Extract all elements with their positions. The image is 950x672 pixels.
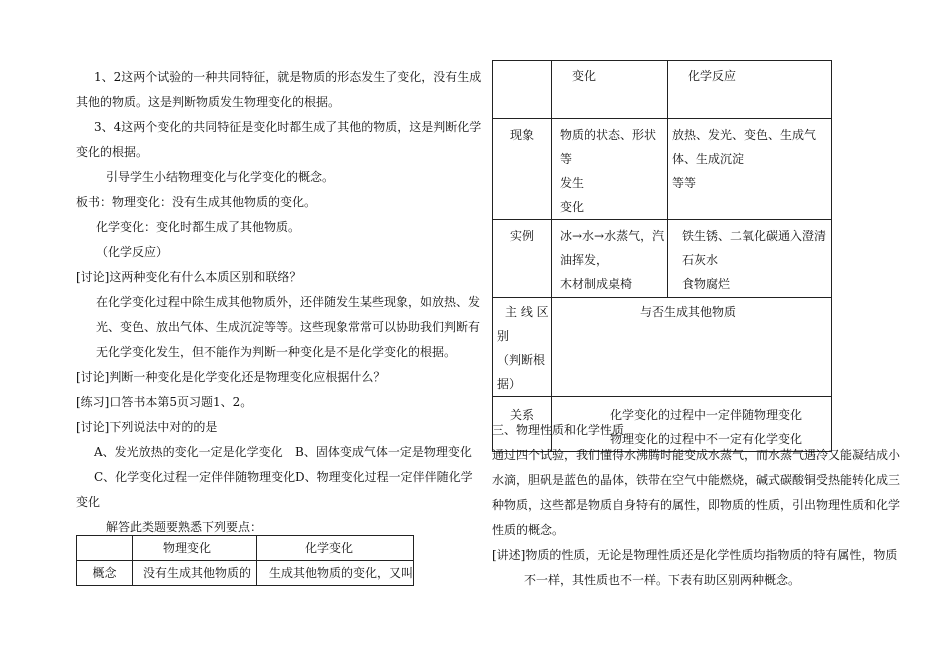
table-cell: 关系 [493,397,552,452]
text-line: （化学反应） [96,245,169,259]
table-cell: 与否生成其他物质 [552,298,832,397]
table-cell [77,536,133,561]
text-line: 变化的根据。 [76,145,149,159]
table-cell: 概念 [77,561,133,586]
text-line: 解答此类题要熟悉下列要点： [106,520,263,534]
table-cell: 放热、发光、变色、生成气 体、生成沉淀 等等 [668,119,832,220]
table-cell: 现象 [493,119,552,220]
text-line: 通过四个试验，我们懂得水沸腾时能变成水蒸气，而水蒸气遇冷又能凝结成小 [492,448,901,462]
text-line: [讨论]下列说法中对的的是 [76,420,218,434]
text-line: 板书：物理变化：没有生成其他物质的变化。 [76,195,317,209]
table-cell: 主 线 区 别 （判断根 据） [493,298,552,397]
option-d-cont: 变化 [76,495,101,509]
table-cell: 冰→水→水蒸气，汽 油挥发， 木材制成桌椅 [552,220,668,298]
text-line: 性质的概念。 [492,523,565,537]
option-c: C、化学变化过程一定伴伴随物理变化 [94,470,296,484]
text-line: 1、2这两个试验的一种共同特征，就是物质的形态发生了变化，没有生成 [94,70,482,84]
text-line: 3、4这两个变化的共同特征是变化时都生成了其他的物质，这是判断化学 [94,120,482,134]
option-d: D、物理变化过程一定伴伴随化学 [295,470,473,484]
table-cell: 生成其他物质的变化，又叫 [257,561,414,586]
text-line: 无化学变化发生，但不能作为判断一种变化是不是化学变化的根据。 [96,345,457,359]
left-table [76,535,414,586]
text-line: 在化学变化过程中除生成其他物质外，还伴随发生某些现象，如放热、发 [96,295,481,309]
text-line: [练习]口答书本第5页习题1、2。 [76,395,253,409]
option-a: A、发光放热的变化一定是化学变化 [94,445,283,459]
table-cell: 铁生锈、二氧化碳通入澄清 石灰水 食物腐烂 [668,220,832,298]
text-line: 种物质，这些都是物质自身特有的属性，即物质的性质，引出物理性质和化学 [492,498,901,512]
section-title: 三、物理性质和化学性质 [492,423,625,437]
text-line: [讨论]判断一种变化是化学变化还是物理变化应根据什么？ [76,370,386,384]
option-b: B、固体变成气体一定是物理变化 [295,445,472,459]
text-line: 其他的物质。这是判断物质发生物理变化的根据。 [76,95,341,109]
table-header: 物理变化 [133,536,257,561]
text-line: 引导学生小结物理变化与化学变化的概念。 [106,170,335,184]
table-cell [493,61,552,119]
text-line: [讨论]这两种变化有什么本质区别和联络？ [76,270,302,284]
table-header: 化学变化 [257,536,414,561]
text-line: 光、变色、放出气体、生成沉淀等等。这些现象常常可以协助我们判断有 [96,320,481,334]
table-cell: 变化 [552,61,668,119]
text-line: 水滴，胆矾是蓝色的晶体，铁带在空气中能燃烧，碱式碳酸铜受热能转化成三 [492,473,901,487]
table-cell: 化学反应 [668,61,832,119]
table-cell: 物质的状态、形状等 发生 变化 [552,119,668,220]
text-line: 不一样，其性质也不一样。下表有助区别两种概念。 [524,573,801,587]
text-line: [讲述]物质的性质，无论是物理性质还是化学性质均指物质的特有属性，物质 [492,548,898,562]
right-table [492,60,832,452]
table-cell: 化学变化的过程中一定伴随物理变化 物理变化的过程中不一定有化学变化 [552,397,832,452]
table-cell: 没有生成其他物质的 [133,561,257,586]
table-cell: 实例 [493,220,552,298]
text-line: 化学变化：变化时都生成了其他物质。 [96,220,301,234]
